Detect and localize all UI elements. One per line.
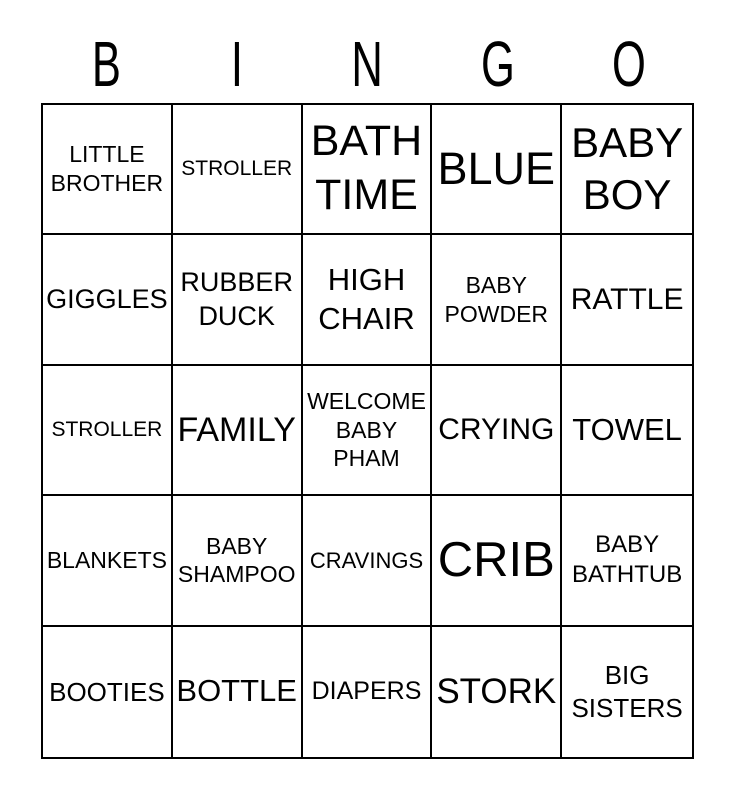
- bingo-cell[interactable]: [432, 496, 562, 626]
- bingo-cell[interactable]: [303, 627, 433, 757]
- bingo-cell[interactable]: [432, 235, 562, 365]
- bingo-cell[interactable]: [173, 366, 303, 496]
- bingo-cell[interactable]: [43, 627, 173, 757]
- cell-label: BABY SHAMPOO: [177, 532, 296, 588]
- bingo-cell[interactable]: [303, 235, 433, 365]
- bingo-header-letter-g: G: [481, 28, 516, 100]
- bingo-cell[interactable]: [432, 105, 562, 235]
- cell-label: CRYING: [438, 413, 555, 447]
- cell-label: BATH TIME: [310, 117, 423, 220]
- cell-label: BABY BATHTUB: [571, 531, 683, 589]
- bingo-header-letter-o: O: [611, 28, 646, 100]
- bingo-cell[interactable]: [562, 105, 692, 235]
- bingo-cell[interactable]: [173, 496, 303, 626]
- bingo-cell[interactable]: [43, 105, 173, 235]
- cell-label: LITTLE BROTHER: [50, 141, 164, 197]
- bingo-cell[interactable]: [303, 105, 433, 235]
- bingo-cell[interactable]: [562, 627, 692, 757]
- bingo-cell[interactable]: [43, 366, 173, 496]
- bingo-header-letter-n: N: [351, 28, 384, 100]
- cell-label: STORK: [436, 671, 557, 711]
- bingo-cell[interactable]: [173, 235, 303, 365]
- cell-label: TOWEL: [572, 411, 682, 447]
- bingo-header-letter-i: I: [230, 28, 243, 100]
- cell-label: RATTLE: [570, 282, 684, 316]
- cell-label: BLUE: [437, 143, 556, 195]
- bingo-cell[interactable]: [43, 235, 173, 365]
- bingo-cell[interactable]: [303, 366, 433, 496]
- cell-label: RUBBER DUCK: [180, 266, 293, 331]
- cell-label: FAMILY: [177, 410, 296, 449]
- bingo-header: [41, 28, 694, 100]
- cell-label: STROLLER: [181, 157, 293, 181]
- cell-label: HIGH CHAIR: [318, 261, 415, 336]
- cell-label: BABY POWDER: [444, 271, 549, 327]
- bingo-cell[interactable]: [432, 627, 562, 757]
- bingo-cell[interactable]: [173, 105, 303, 235]
- bingo-cell[interactable]: [173, 627, 303, 757]
- bingo-cell[interactable]: [562, 366, 692, 496]
- cell-label: CRIB: [437, 532, 555, 587]
- cell-label: CRAVINGS: [309, 547, 424, 573]
- bingo-header-letter-b: B: [91, 28, 121, 100]
- cell-label: BOTTLE: [176, 673, 297, 709]
- bingo-cell[interactable]: [562, 235, 692, 365]
- cell-label: DIAPERS: [311, 677, 422, 706]
- bingo-cell[interactable]: [303, 496, 433, 626]
- cell-label: GIGGLES: [46, 283, 168, 314]
- bingo-card: [41, 103, 694, 759]
- cell-label: BABY BOY: [571, 118, 684, 219]
- bingo-cell[interactable]: [432, 366, 562, 496]
- bingo-cell[interactable]: [43, 496, 173, 626]
- cell-label: BIG SISTERS: [571, 660, 683, 723]
- bingo-cell[interactable]: [562, 496, 692, 626]
- cell-label: STROLLER: [51, 417, 163, 441]
- cell-label: WELCOME BABY PHAM: [307, 387, 426, 472]
- cell-label: BLANKETS: [46, 547, 167, 574]
- cell-label: BOOTIES: [49, 676, 165, 707]
